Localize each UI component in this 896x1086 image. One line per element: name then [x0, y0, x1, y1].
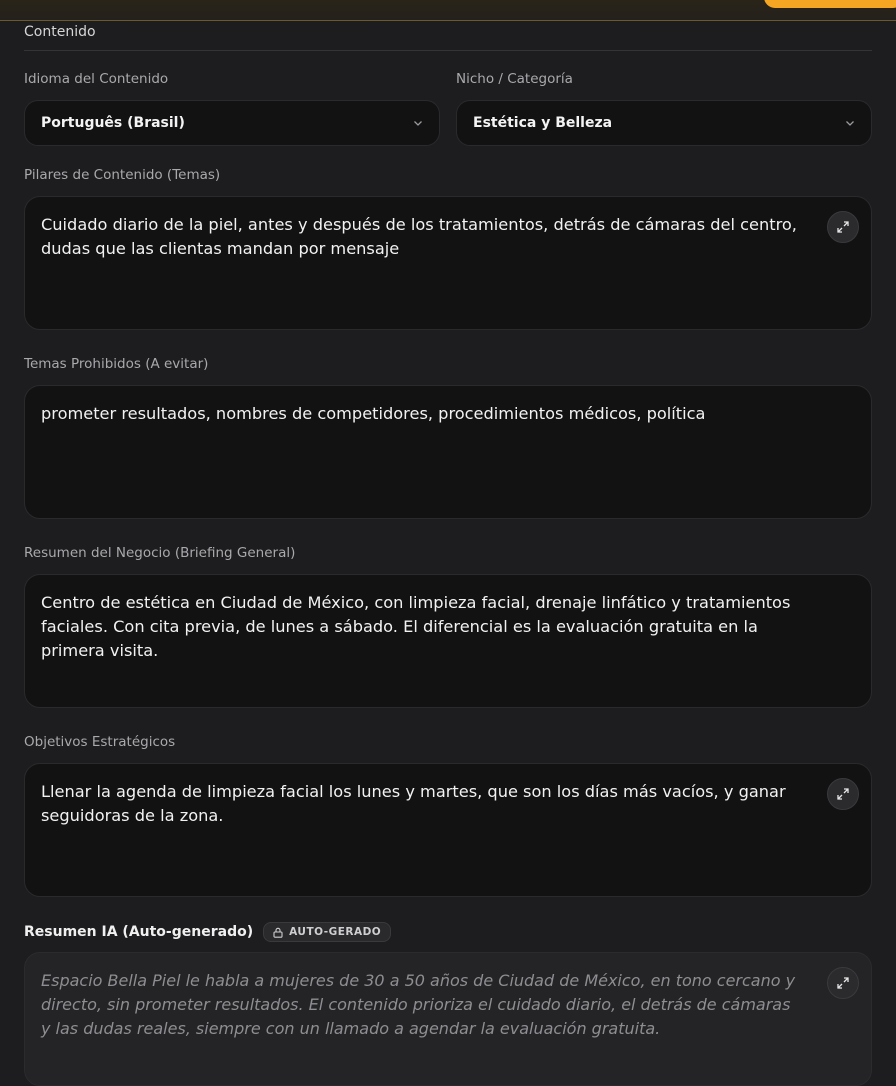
pillars-text: Cuidado diario de la piel, antes y después de los tratamientos, detrás de cámaras del centro, dudas que las clientas mandan por mensaje [41, 215, 797, 258]
ai-summary-textarea [24, 952, 872, 1086]
pillars-textarea[interactable] [24, 196, 872, 330]
objectives-label: Objetivos Estratégicos [24, 734, 176, 750]
objectives-text: Llenar la agenda de limpieza facial los lunes y martes, que son los días más vacíos, y ganar seguidoras de la zona. [41, 782, 786, 825]
niche-select-value: Estética y Belleza [473, 115, 613, 131]
niche-select[interactable] [456, 100, 872, 146]
expand-icon [836, 976, 850, 990]
expand-button[interactable] [827, 778, 859, 810]
briefing-text: Centro de estética en Ciudad de México, con limpieza facial, drenaje linfático y tratamientos faciales. Con cita previa, de lunes a sábado. El diferencial es la evaluación gratuita en la primera visita. [41, 593, 791, 660]
objectives-textarea[interactable] [24, 763, 872, 897]
forbidden-label: Temas Prohibidos (A evitar) [24, 356, 209, 372]
niche-label: Nicho / Categoría [456, 71, 573, 87]
ai-summary-text: Espacio Bella Piel le habla a mujeres de 30 a 50 años de Ciudad de México, en tono cercano y directo, sin prometer resultados. El contenido prioriza el cuidado diario, el detrás de cámaras y las dudas reales, siempre con un llamado a agendar la evaluación gratuita. [41, 971, 796, 1038]
expand-button[interactable] [827, 967, 859, 999]
top-bar [0, 0, 896, 21]
chevron-down-icon [413, 118, 423, 128]
expand-icon [836, 787, 850, 801]
section-title: Contenido [24, 24, 96, 40]
ai-summary-label: Resumen IA (Auto-generado) [24, 924, 254, 940]
section-divider [24, 50, 872, 51]
chevron-down-icon [845, 118, 855, 128]
lock-icon [273, 927, 283, 938]
forbidden-text: prometer resultados, nombres de competidores, procedimientos médicos, política [41, 404, 706, 423]
auto-generated-badge-text: AUTO-GERADO [289, 926, 382, 938]
language-select-value: Português (Brasil) [41, 115, 185, 131]
pillars-label: Pilares de Contenido (Temas) [24, 167, 221, 183]
language-select[interactable] [24, 100, 440, 146]
language-label: Idioma del Contenido [24, 71, 169, 87]
primary-action-button[interactable] [764, 0, 896, 8]
briefing-label: Resumen del Negocio (Briefing General) [24, 545, 296, 561]
ai-summary-header [24, 922, 391, 942]
auto-generated-badge [263, 922, 391, 942]
briefing-textarea[interactable] [24, 574, 872, 708]
expand-button[interactable] [827, 211, 859, 243]
expand-icon [836, 220, 850, 234]
forbidden-textarea[interactable] [24, 385, 872, 519]
